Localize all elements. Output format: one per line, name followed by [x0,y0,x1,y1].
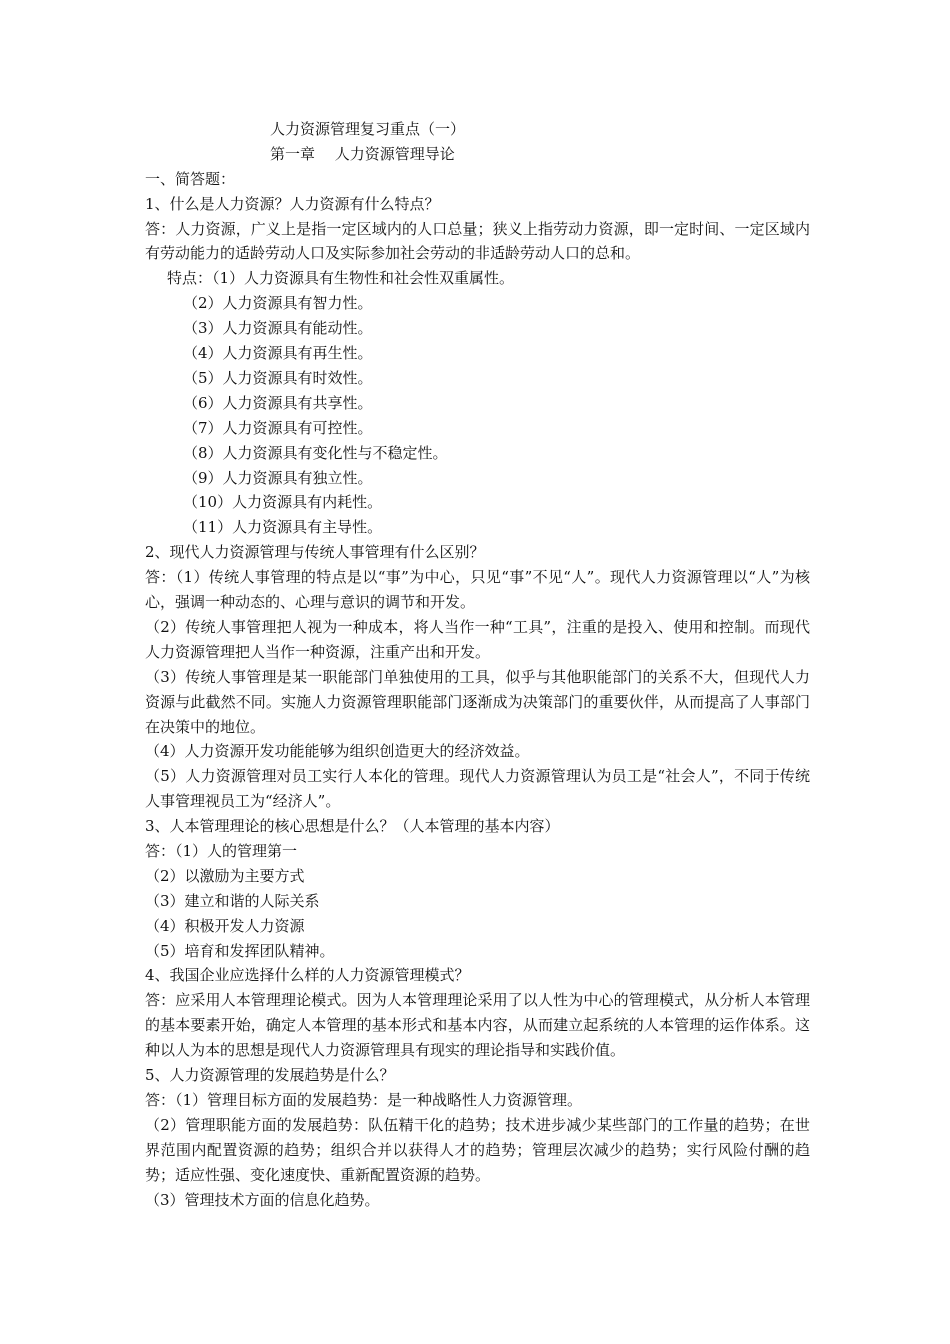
question-2: 2、现代人力资源管理与传统人事管理有什么区别？ [145,543,485,562]
feature-item: （3）人力资源具有能动性。 [183,319,373,338]
feature-item: （11）人力资源具有主导性。 [183,518,383,537]
answer-3-item: （3）建立和谐的人际关系 [145,891,320,910]
chapter-title: 第一章 人力资源管理导论 [270,144,455,163]
answer-4: 答：应采用人本管理理论模式。因为人本管理理论采用了以人性为中心的管理模式，从分析人本管理的基本要素开始，确定人本管理的基本形式和基本内容，从而建立起系统的人本管理的运作体系。这种以人为本的思想是现代人力资源管理具有现实的理论指导和实践价值。 [145,991,810,1060]
question-3: 3、人本管理理论的核心思想是什么？（人本管理的基本内容） [145,817,560,836]
answer-1: 答：人力资源，广义上是指一定区域内的人口总量；狭义上指劳动力资源，即一定时间、一定区域内有劳动能力的适龄劳动人口及实际参加社会劳动的非适龄劳动人口的总和。 [145,219,810,263]
feature-item: （8）人力资源具有变化性与不稳定性。 [183,443,448,462]
question-5: 5、人力资源管理的发展趋势是什么？ [145,1066,395,1085]
feature-item: （10）人力资源具有内耗性。 [183,493,383,512]
feature-item: （4）人力资源具有再生性。 [183,344,373,363]
document-title: 人力资源管理复习重点（一） [270,120,466,138]
document-page [145,117,810,1213]
feature-item: （9）人力资源具有独立性。 [183,468,373,487]
answer-3-item: （5）培育和发挥团队精神。 [145,941,335,960]
answer-5-item: 答：（1）管理目标方面的发展趋势：是一种战略性人力资源管理。 [145,1090,583,1109]
feature-item: （7）人力资源具有可控性。 [183,418,373,437]
features-intro: 特点：（1）人力资源具有生物性和社会性双重属性。 [167,269,515,288]
section-heading: 一、简答题： [145,169,236,188]
answer-3-item: （4）积极开发人力资源 [145,916,305,935]
question-4: 4、我国企业应选择什么样的人力资源管理模式？ [145,966,470,985]
feature-item: （2）人力资源具有智力性。 [183,294,373,313]
answer-2-item: （5）人力资源管理对员工实行人本化的管理。现代人力资源管理认为员工是“社会人”，不同于传统人事管理视员工为“经济人”。 [145,767,810,811]
answer-5-item: （2）管理职能方面的发展趋势：队伍精干化的趋势；技术进步减少某些部门的工作量的趋势；在世界范围内配置资源的趋势；组织合并以获得人才的趋势；管理层次减少的趋势；实行风险付酬的趋势；适应性强、变化速度快、重新配置资源的趋势。 [145,1115,810,1184]
question-1: 1、什么是人力资源？人力资源有什么特点？ [145,194,440,213]
answer-2-item: （3）传统人事管理是某一职能部门单独使用的工具，似乎与其他职能部门的关系不大，但现代人力资源与此截然不同。实施人力资源管理职能部门逐渐成为决策部门的重要伙伴，从而提高了人事部门在决策中的地位。 [145,667,810,736]
feature-item: （5）人力资源具有时效性。 [183,368,373,387]
answer-3-item: （2）以激励为主要方式 [145,866,305,885]
answer-2-item: （4）人力资源开发功能能够为组织创造更大的经济效益。 [145,742,530,761]
answer-3-item: 答：（1）人的管理第一 [145,842,298,861]
feature-item: （6）人力资源具有共享性。 [183,393,373,412]
answer-2-item: 答：（1）传统人事管理的特点是以“事”为中心，只见“事”不见“人”。现代人力资源管理以“人”为核心，强调一种动态的、心理与意识的调节和开发。 [145,568,810,611]
answer-5-item: （3）管理技术方面的信息化趋势。 [145,1190,380,1209]
answer-2-item: （2）传统人事管理把人视为一种成本，将人当作一种“工具”，注重的是投入、使用和控制。而现代人力资源管理把人当作一种资源，注重产出和开发。 [145,617,810,661]
